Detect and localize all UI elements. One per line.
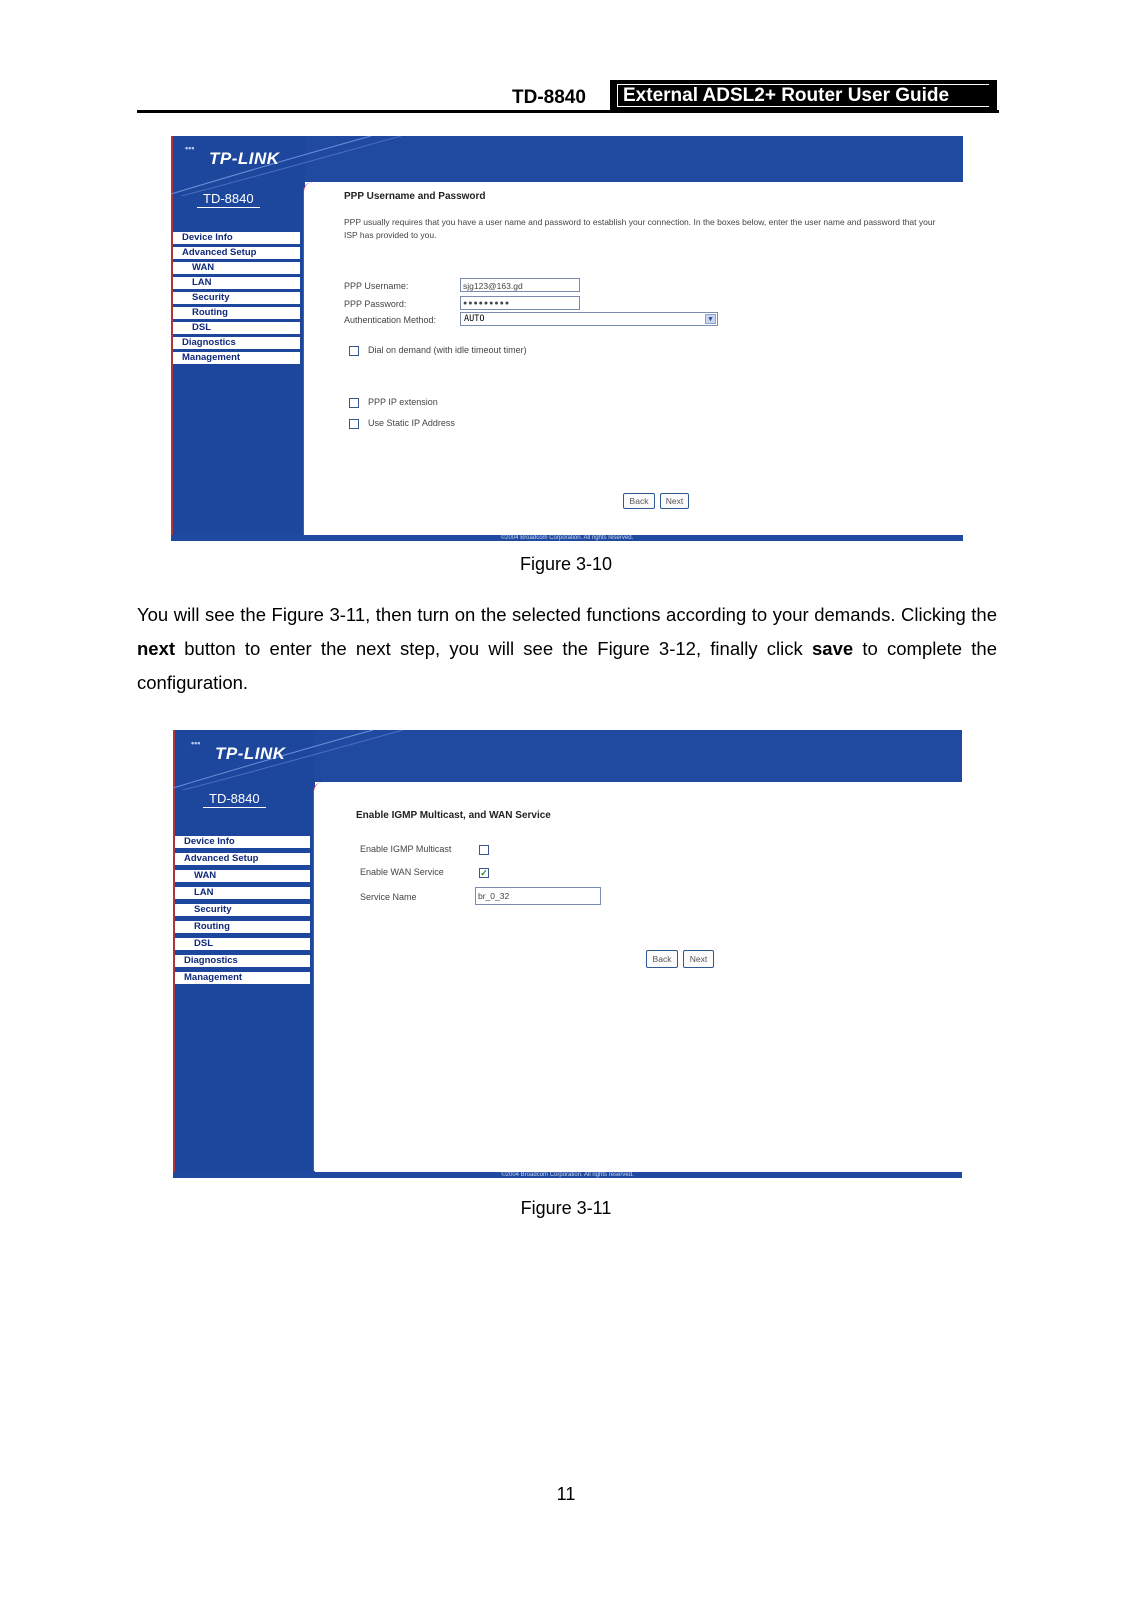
panel-title: PPP Username and Password <box>344 191 486 202</box>
header-model: TD-8840 <box>512 87 586 108</box>
body-paragraph <box>137 598 997 700</box>
para-text-1: You will see the Figure 3-11, then turn on the selected functions according to your demands. Clicking the <box>137 604 997 625</box>
next-button[interactable]: Next <box>660 493 689 509</box>
wan-service-checkbox[interactable]: ✓ <box>480 868 488 878</box>
use-static-ip-label: Use Static IP Address <box>368 418 455 428</box>
menu-device-info[interactable]: Device Info <box>175 836 310 848</box>
header-rule <box>137 110 999 113</box>
dial-on-demand-checkbox[interactable] <box>349 346 359 356</box>
menu-security[interactable]: Security <box>173 292 300 304</box>
next-button[interactable]: Next <box>683 950 714 968</box>
chevron-down-icon[interactable]: ▼ <box>705 314 716 324</box>
model-label: TD-8840 <box>203 791 266 808</box>
menu-routing[interactable]: Routing <box>173 307 300 319</box>
igmp-multicast-checkbox[interactable] <box>479 845 489 855</box>
figure-3-11-caption: Figure 3-11 <box>520 1198 612 1218</box>
menu-dsl[interactable]: DSL <box>175 938 310 950</box>
figure-3-11-screenshot <box>173 730 962 1178</box>
menu-lan[interactable]: LAN <box>175 887 310 899</box>
tplink-logo <box>191 738 286 764</box>
router-content-panel <box>303 182 964 535</box>
ppp-password-input[interactable]: ●●●●●●●●● <box>460 296 580 310</box>
ppp-ip-extension-checkbox[interactable] <box>349 398 359 408</box>
auth-method-select[interactable] <box>460 312 718 326</box>
igmp-multicast-label: Enable IGMP Multicast <box>360 844 452 854</box>
menu-management[interactable]: Management <box>175 972 310 984</box>
menu-advanced-setup[interactable]: Advanced Setup <box>175 853 310 865</box>
use-static-ip-checkbox[interactable] <box>349 419 359 429</box>
menu-routing[interactable]: Routing <box>175 921 310 933</box>
para-bold-save: save <box>812 638 854 659</box>
ppp-ip-extension-label: PPP IP extension <box>368 397 438 407</box>
page-number: 11 <box>556 1484 576 1504</box>
router-footer: ©2004 Broadcom Corporation. All rights reserved. <box>171 535 963 541</box>
model-label: TD-8840 <box>197 191 260 208</box>
para-text-3: to complete the configuration. <box>137 638 998 693</box>
service-name-label: Service Name <box>360 892 417 902</box>
logo-dots-icon: ••• <box>185 143 195 153</box>
logo-dots-icon: ••• <box>191 738 201 748</box>
ppp-username-input[interactable]: sjg123@163.gd <box>460 278 580 292</box>
menu-dsl[interactable]: DSL <box>173 322 300 334</box>
panel-description: PPP usually requires that you have a user name and password to establish your connection. In the boxes below, enter the user name and password that your ISP has provided to you. <box>344 217 936 240</box>
para-text-2: button to enter the next step, you will see the Figure 3-12, finally click <box>175 638 812 659</box>
para-bold-next: next <box>137 638 176 659</box>
wan-service-label: Enable WAN Service <box>360 867 444 877</box>
dial-on-demand-label: Dial on demand (with idle timeout timer) <box>368 345 527 355</box>
logo-text: TP-LINK <box>215 744 286 763</box>
auth-method-label: Authentication Method: <box>344 315 437 325</box>
menu-security[interactable]: Security <box>175 904 310 916</box>
menu-device-info[interactable]: Device Info <box>173 232 300 244</box>
ppp-password-label: PPP Password: <box>344 299 407 309</box>
menu-wan[interactable]: WAN <box>173 262 300 274</box>
header-title-box <box>610 80 997 110</box>
panel-title: Enable IGMP Multicast, and WAN Service <box>356 810 551 821</box>
logo-text: TP-LINK <box>209 149 280 168</box>
figure-3-10-caption: Figure 3-10 <box>519 554 613 574</box>
router-content-panel <box>313 782 963 1171</box>
menu-diagnostics[interactable]: Diagnostics <box>175 955 310 967</box>
menu-lan[interactable]: LAN <box>173 277 300 289</box>
router-footer: ©2004 Broadcom Corporation. All rights reserved. <box>173 1172 962 1178</box>
service-name-input[interactable]: br_0_32 <box>475 887 601 905</box>
swoosh-graphic <box>173 730 433 790</box>
back-button[interactable]: Back <box>623 493 655 509</box>
header-title: External ADSL2+ Router User Guide <box>617 84 989 107</box>
figure-3-10-screenshot <box>171 136 963 541</box>
auth-method-value: AUTO <box>464 314 485 324</box>
menu-diagnostics[interactable]: Diagnostics <box>173 337 300 349</box>
menu-management[interactable]: Management <box>173 352 300 364</box>
menu-wan[interactable]: WAN <box>175 870 310 882</box>
ppp-username-label: PPP Username: <box>344 281 409 291</box>
menu-advanced-setup[interactable]: Advanced Setup <box>173 247 300 259</box>
sidebar-menu <box>175 836 310 989</box>
tplink-logo <box>185 143 280 169</box>
sidebar-menu <box>173 232 300 367</box>
back-button[interactable]: Back <box>646 950 678 968</box>
document-header <box>137 80 999 113</box>
